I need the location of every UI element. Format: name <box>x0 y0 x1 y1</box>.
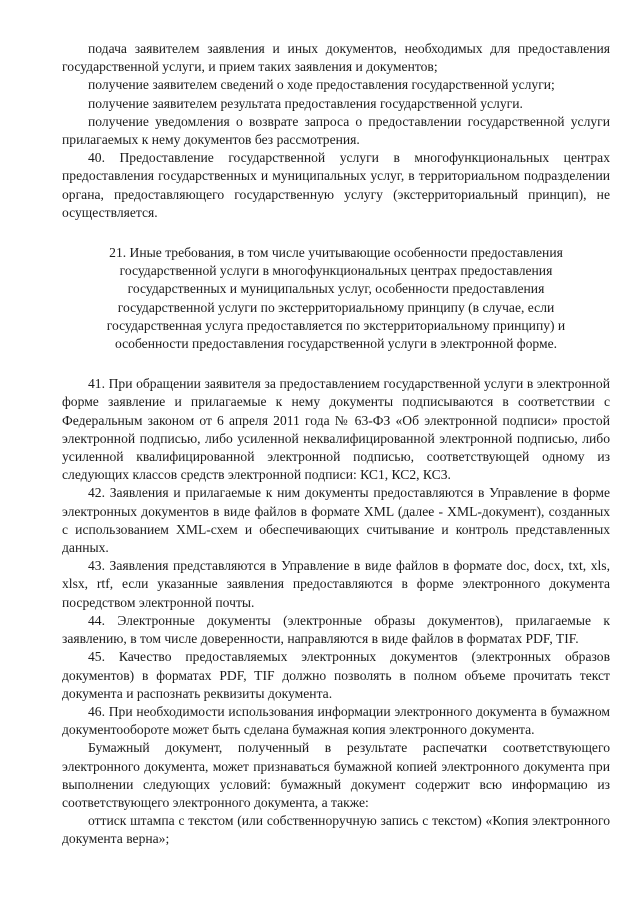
paragraph-return-notice: получение уведомления о возврате запроса о предоставлении государственной услуги прилагаемых к нему документов без рассмотрения. <box>62 113 610 148</box>
section-heading-21: 21. Иные требования, в том числе учитывающие особенности предоставления государственной услуги в многофункциональных центрах предоставления государственных и муниципальных услуг, особенности предоставления государственной услуги по экстерриториальному принципу (в случае, если государственная услуга предоставляется по экстерриториальному принципу) и особенности предоставления государственной услуги в электронной форме. <box>106 245 566 352</box>
document-page <box>62 40 610 849</box>
paragraph-result: получение заявителем результата предоставления государственной услуги. <box>88 95 523 111</box>
paragraph-43: 43. Заявления представляются в Управление в виде файлов в формате doc, docx, txt, xls, xlsx, rtf, если указанные заявления предоставляются в форме электронного документа посредством электронной почты. <box>62 558 610 610</box>
paragraph-40: 40. Предоставление государственной услуги в многофункциональных центрах предоставления государственных и муниципальных услуг, в территориальном подразделении органа, предоставляющего государственную услугу (экстерриториальный принцип), не осуществляется. <box>62 150 610 220</box>
paragraph-paper-copy: Бумажный документ, полученный в результате распечатки соответствующего электронного документа, может признаваться бумажной копией электронного документа при выполнении следующих условий: бумажный документ содержит всю информацию из соответствующего электронного документа, а также: <box>62 740 610 810</box>
paragraph-41: 41. При обращении заявителя за предоставлением государственной услуги в электронной форме заявление и прилагаемые к нему документы подписываются в соответствии с Федеральным законом от 6 апреля 2011 года № 63-ФЗ «Об электронной подписи» простой электронной подписью, либо усиленной неквалифицированной электронной подписью, либо усиленной квалифицированной электронной подписью, соответствующей одному из следующих классов средств электронной подписи: КС1, КС2, КС3. <box>62 376 610 483</box>
paragraph-42: 42. Заявления и прилагаемые к ним документы предоставляются в Управление в форме электронных документов в виде файлов в формате XML (далее - XML-документ), созданных с использованием XML-схем и обеспечивающих считывание и контроль представленных данных. <box>62 485 610 556</box>
paragraph-46: 46. При необходимости использования информации электронного документа в бумажном документообороте может быть сделана бумажная копия электронного документа. <box>62 703 610 738</box>
paragraph-45: 45. Качество предоставляемых электронных документов (электронных образов документов) в форматах PDF, TIF должно позволять в полном объеме прочитать текст документа и распознать реквизиты документа. <box>62 649 610 701</box>
paragraph-status-info: получение заявителем сведений о ходе предоставления государственной услуги; <box>88 77 555 93</box>
paragraph-stamp: оттиск штампа с текстом (или собственноручную запись с текстом) «Копия электронного документа верна»; <box>62 813 610 847</box>
paragraph-44: 44. Электронные документы (электронные образы документов), прилагаемые к заявлению, в том числе доверенности, направляются в виде файлов в форматах PDF, TIF. <box>62 612 610 647</box>
paragraph-submission: подача заявителем заявления и иных документов, необходимых для предоставления государственной услуги, и прием таких заявления и документов; <box>62 41 610 75</box>
